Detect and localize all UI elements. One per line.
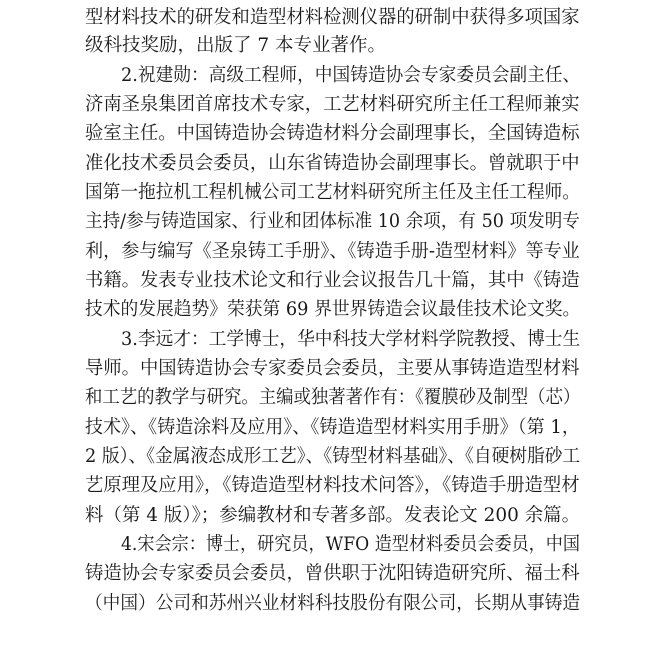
text-line (0, 383, 660, 413)
text-line (0, 413, 660, 443)
line-text: 准化技术委员会委员，山东省铸造协会副理事长。曾就职于中 (85, 153, 580, 174)
line-text: 艺原理及应用》，《铸造造型材料技术问答》，《铸造手册造型材 (85, 475, 580, 496)
line-text: 主持/参与铸造国家、行业和团体标准 10 余项，有 50 项发明专 (85, 211, 580, 232)
text-line (0, 31, 660, 61)
line-text: 利，参与编写《圣泉铸工手册》、《铸造手册-造型材料》等专业 (85, 241, 580, 262)
text-line (0, 325, 660, 355)
line-text: 导师。中国铸造协会专家委员会委员，主要从事铸造造型材料 (85, 358, 580, 379)
text-line (0, 471, 660, 501)
text-line (0, 530, 660, 560)
text-line (0, 3, 660, 33)
line-text: 国第一拖拉机工程机械公司工艺材料研究所主任及主任工程师。 (85, 182, 581, 203)
text-line (0, 266, 660, 296)
line-text: （中国）公司和苏州兴业材料科技股份有限公司，长期从事铸造 (85, 593, 581, 614)
text-line (0, 61, 660, 91)
line-text: 2 版）、《金属液态成形工艺》、《铸型材料基础》、《自硬树脂砂工 (85, 446, 581, 467)
text-line (0, 90, 660, 120)
line-text: 4.宋会宗：博士，研究员，WFO 造型材料委员会委员，中国 (121, 534, 581, 555)
text-line (0, 501, 660, 531)
line-text: 技术》、《铸造涂料及应用》、《铸造造型材料实用手册》（第 1， (85, 417, 580, 438)
text-line (0, 237, 660, 267)
line-text: 3.李远才：工学博士，华中科技大学材料学院教授、博士生 (121, 329, 581, 350)
text-line (0, 149, 660, 179)
line-text: 型材料技术的研发和造型材料检测仪器的研制中获得多项国家 (85, 7, 580, 28)
line-text: 验室主任。中国铸造协会铸造材料分会副理事长，全国铸造标 (85, 123, 580, 144)
text-line (0, 295, 660, 325)
text-line (0, 442, 660, 472)
line-text: 铸造协会专家委员会委员，曾供职于沈阳铸造研究所、福士科 (85, 563, 580, 584)
line-text: 2.祝建勋：高级工程师，中国铸造协会专家委员会副主任、 (121, 65, 581, 86)
text-line (0, 589, 660, 619)
line-text: 技术的发展趋势》荣获第 69 界世界铸造会议最佳技术论文奖。 (85, 299, 581, 320)
text-line (0, 178, 660, 208)
line-text: 级科技奖励，出版了 7 本专业著作。 (85, 35, 387, 56)
text-line (0, 354, 660, 384)
line-text: 料（第 4 版）》；参编教材和专著多部。发表论文 200 余篇。 (85, 505, 581, 526)
text-line (0, 119, 660, 149)
line-text: 和工艺的教学与研究。主编或独著著作有：《覆膜砂及制型（芯） (85, 387, 581, 408)
line-text: 济南圣泉集团首席技术专家，工艺材料研究所主任工程师兼实 (85, 94, 580, 115)
text-line (0, 207, 660, 237)
line-text: 书籍。发表专业技术论文和行业会议报告几十篇，其中《铸造 (85, 270, 580, 291)
text-line (0, 559, 660, 589)
